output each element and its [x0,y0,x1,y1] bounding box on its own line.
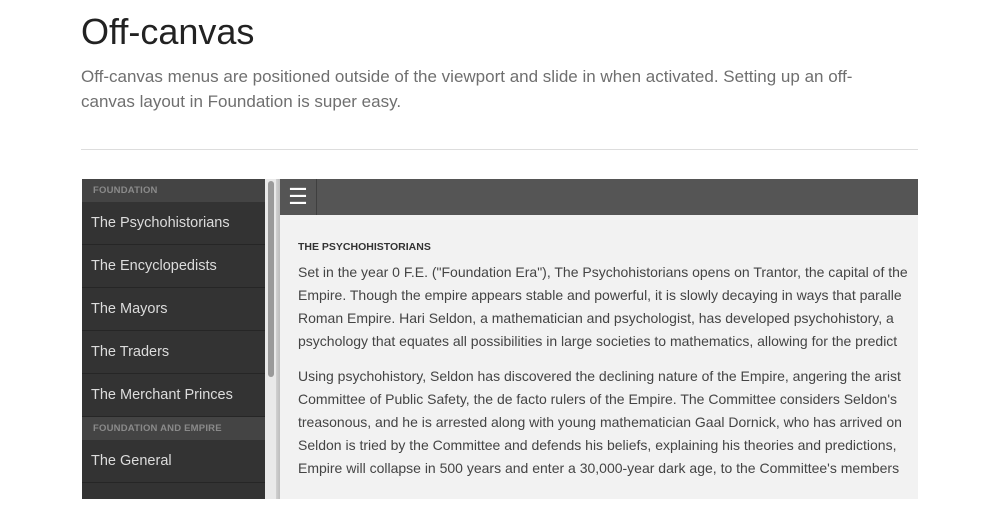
menu-item-the-merchant-princes[interactable]: The Merchant Princes [82,374,265,417]
paragraph-line: Set in the year 0 F.E. ("Foundation Era"), The Psychohistorians opens on Trantor, the capital of the [298,264,908,280]
page-description: Off-canvas menus are positioned outside of the viewport and slide in when activated. Setting up an off-canvas layout in Foundation is super easy. [81,67,853,111]
paragraph-line: Roman Empire. Hari Seldon, a mathematician and psychologist, has developed psychohistory, a [298,310,894,326]
menu-item-the-traders[interactable]: The Traders [82,331,265,374]
off-canvas-demo [82,179,918,499]
paragraph [298,261,918,353]
paragraph-line: Committee of Public Safety, the de facto rulers of the Empire. The Committee considers Seldon's [298,391,897,407]
paragraph [298,365,918,480]
menu-group-label-foundation-and-empire: FOUNDATION AND EMPIRE [82,417,265,440]
paragraph-line: Empire. Though the empire appears stable and powerful, it is slowly decaying in ways that paralle [298,287,902,303]
tab-bar [280,179,918,215]
hamburger-icon[interactable]: ☰ [280,179,317,215]
page-title: Off-canvas [81,11,255,52]
menu-group-label-foundation: FOUNDATION [82,179,265,202]
menu-item-next[interactable] [82,483,265,499]
menu-item-the-encyclopedists[interactable]: The Encyclopedists [82,245,265,288]
paragraph-line: treasonous, and he is arrested along with young mathematician Gaal Dornick, who has arrived on [298,414,902,430]
section-title: THE PSYCHOHISTORIANS [298,241,431,253]
paragraph-line: Using psychohistory, Seldon has discovered the declining nature of the Empire, angering the arist [298,368,901,384]
menu-item-the-psychohistorians[interactable]: The Psychohistorians [82,202,265,245]
menu-item-the-general[interactable]: The General [82,440,265,483]
paragraph-line: psychology that equates all possibilities in large societies to mathematics, allowing for the predict [298,333,898,349]
paragraph-line: Seldon is tried by the Committee and defends his beliefs, explaining his theories and predictions, [298,437,897,453]
main-content-panel [280,179,918,499]
off-canvas-menu [82,179,265,499]
paragraph-line: Empire will collapse in 500 years and enter a 30,000-year dark age, to the Committee's members [298,460,900,476]
article [298,241,918,492]
menu-item-the-mayors[interactable]: The Mayors [82,288,265,331]
menu-scrollbar[interactable] [265,179,280,499]
scrollbar-thumb[interactable] [268,181,274,377]
divider [81,149,918,150]
